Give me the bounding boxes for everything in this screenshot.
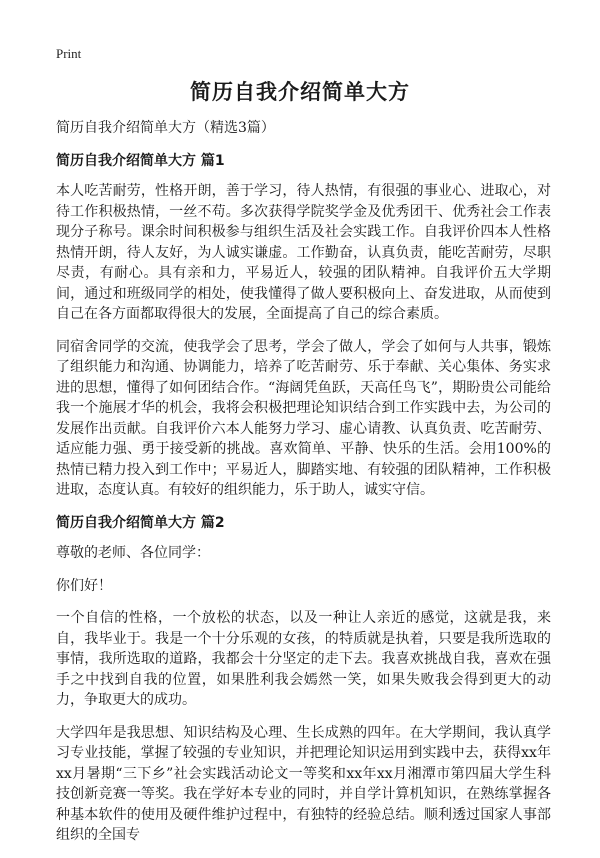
- paragraph: 本人吃苦耐劳，性格开朗，善于学习，待人热情，有很强的事业心、进取心，对待工作积极热情，一丝不苟。多次获得学院奖学金及优秀团干、优秀社会工作表现分子称号。课余时间积极参与组织生活及社会实践工作。自我评价四本人性格热情开朗，待人友好，为人诚实谦虚。工作勤奋，认真负责，能吃苦耐劳，尽职尽责，有耐心。具有亲和力，平易近人，较强的团队精神。自我评价五大学期间，通过和班级同学的相处，使我懂得了做人要积极向上、奋发进取，从而使到自己在各方面都取得很大的发展，全面提高了自己的综合素质。: [56, 183, 551, 322]
- salutation: 尊敬的老师、各位同学：: [56, 545, 210, 561]
- paragraph: 一个自信的性格，一个放松的状态，以及一种让人亲近的感觉，这就是我，来自，我毕业于。我是一个十分乐观的女孩，的特质就是执着，只要是我所选取的事情，我所选取的道路，我都会十分坚定的走下去。我喜欢挑战自我，喜欢在强手之中找到自我的位置，如果胜利我会嫣然一笑，如果失败我会得到更大的动力，争取更大的成功。: [56, 610, 551, 708]
- greeting: 你们好！: [56, 577, 112, 594]
- document-body: [56, 118, 551, 858]
- paragraph: 同宿舍同学的交流，使我学会了思考，学会了做人，学会了如何与人共事，锻炼了组织能力和沟通、协调能力，培养了吃苦耐劳、乐于奉献、关心集体、务实求进的思想，懂得了如何团结合作。“海阔凭鱼跃，天高任鸟飞”，期盼贵公司能给我一个施展才华的机会，我将会积极把理论知识结合到工作实践中去，为公司的发展作出贡献。自我评价六本人能努力学习、虚心请教、认真负责、吃苦耐劳、适应能力强、勇于接受新的挑战。喜欢简单、平静、快乐的生活。会用100%的热情已精力投入到工作中；平易近人，脚踏实地、有较强的团队精神，工作积极进取，态度认真。有较好的组织能力，乐于助人，诚实守信。: [56, 338, 551, 498]
- section-heading-2: 简历自我介绍简单大方 篇2: [56, 514, 225, 531]
- document-subtitle: 简历自我介绍简单大方（精选3篇）: [56, 120, 275, 136]
- document-title: 简历自我介绍简单大方: [190, 80, 410, 104]
- print-label[interactable]: Print: [56, 46, 82, 61]
- paragraph: 大学四年是我思想、知识结构及心理、生长成熟的四年。在大学期间，我认真学习专业技能，掌握了较强的专业知识，并把理论知识运用到实践中去，获得xx年xx月暑期“三下乡”社会实践活动论文一等奖和xx年xx月湘潭市第四届大学生科技创新竞赛一等奖。我在学好本专业的同时，并自学计算机知识，在熟练掌握各种基本软件的使用及硬件维护过程中，有独特的经验总结。顺利透过国家人事部组织的全国专: [56, 724, 551, 843]
- section-heading-1: 简历自我介绍简单大方 篇1: [56, 152, 225, 169]
